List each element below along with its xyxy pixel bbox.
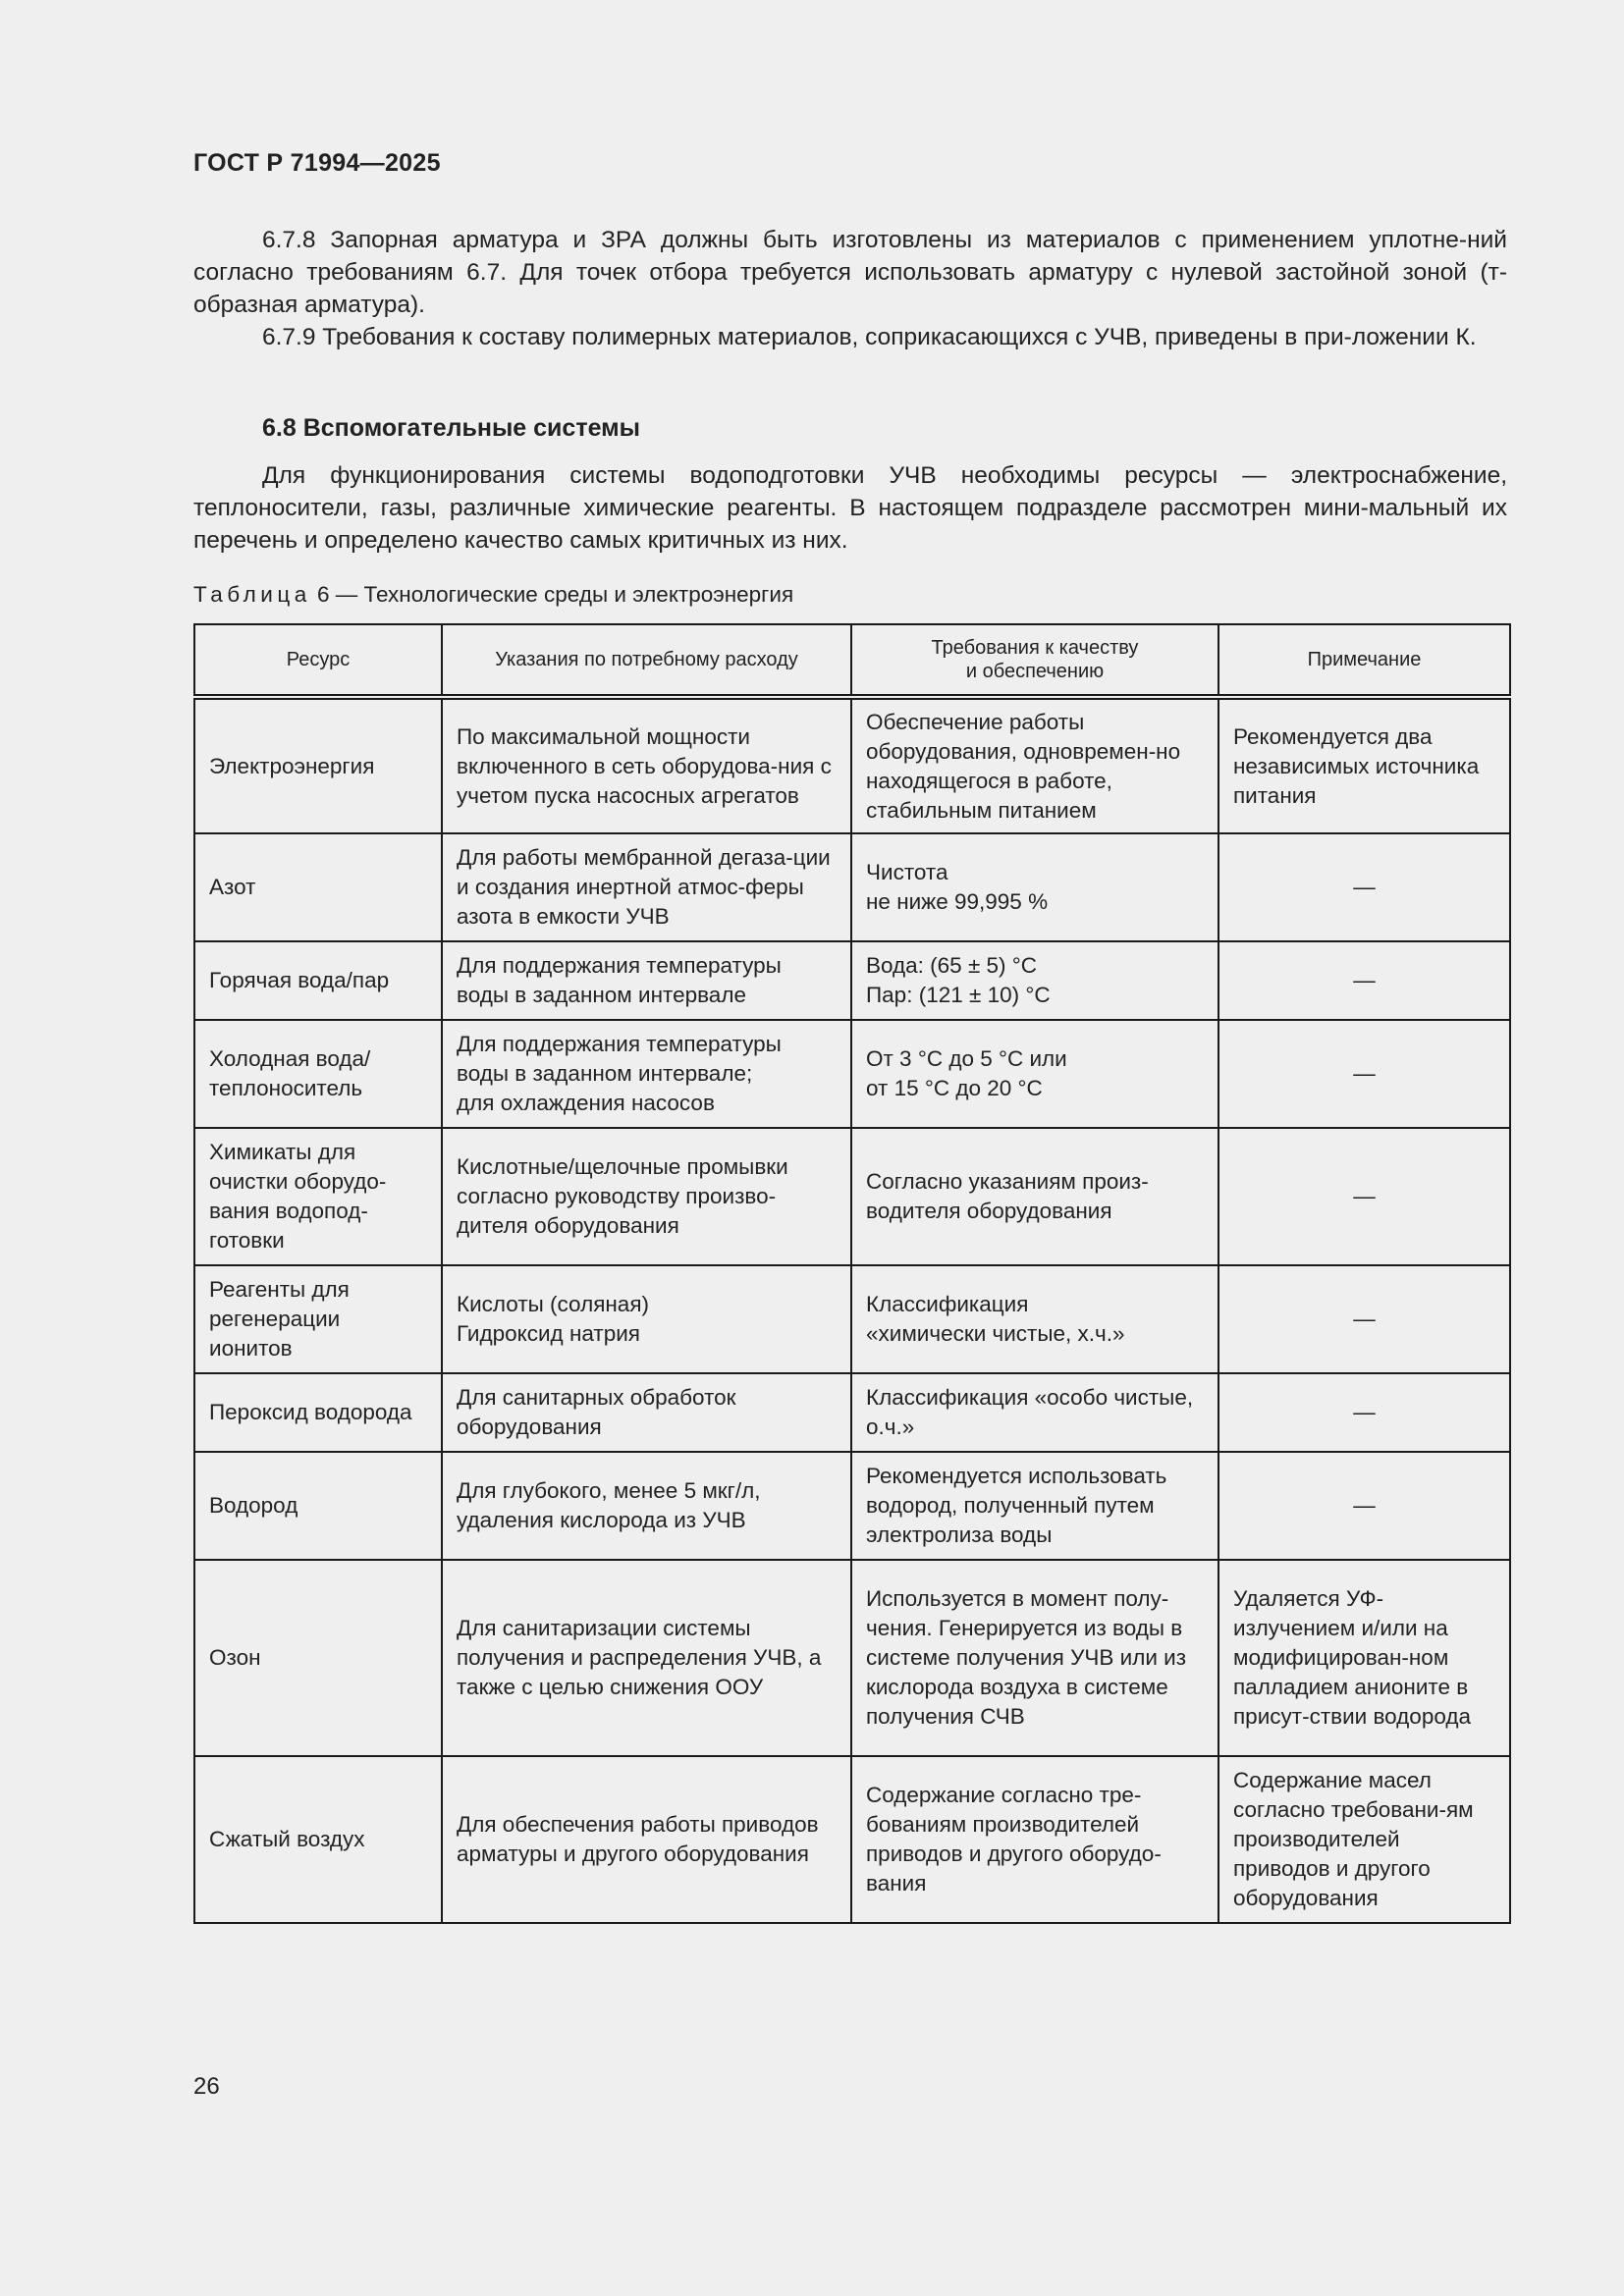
cell-resource: Химикаты для очистки оборудо-вания водопод-готовки [194,1128,442,1265]
cell-quality: Используется в момент полу-чения. Генерируется из воды в системе получения УЧВ или из кислорода воздуха в системе получения СЧВ [851,1560,1218,1756]
cell-consumption: Для поддержания температуры воды в заданном интервале [442,941,851,1020]
cell-quality: Вода: (65 ± 5) °C Пар: (121 ± 10) °C [851,941,1218,1020]
cell-resource: Электроэнергия [194,697,442,833]
header-quality-line-2: и обеспечению [965,661,1105,682]
cell-consumption: Для санитарных обработок оборудования [442,1373,851,1452]
table-row [194,833,1510,941]
cell-consumption: Кислоты (соляная) Гидроксид натрия [442,1265,851,1373]
cell-note: — [1218,1128,1510,1265]
table-row [194,1756,1510,1923]
cell-quality: Классификация «особо чистые, о.ч.» [851,1373,1218,1452]
cell-consumption: Для глубокого, менее 5 мкг/л, удаления кислорода из УЧВ [442,1452,851,1560]
cell-quality: Согласно указаниям произ-водителя оборудования [851,1128,1218,1265]
table-row [194,697,1510,833]
paragraph-6-7-8: 6.7.8 Запорная арматура и ЗРА должны быть изготовлены из материалов с применением уплотне-ний согласно требованиям 6.7. Для точек отбора требуется использовать арматуру с нулевой застойной зоной (т-образная арматура). [193,227,1507,318]
table-row [194,1265,1510,1373]
header-quality-line-1: Требования к качеству [931,637,1139,659]
header-consumption: Указания по потребному расходу [442,624,851,697]
cell-resource: Холодная вода/ теплоноситель [194,1020,442,1128]
paragraph-6-7-9: 6.7.9 Требования к составу полимерных материалов, соприкасающихся с УЧВ, приведены в при-ложении К. [262,324,1477,350]
cell-note: Удаляется УФ-излучением и/или на модифицирован-ном палладием анионите в присут-ствии водорода [1218,1560,1510,1756]
cell-note: Рекомендуется два независимых источника питания [1218,697,1510,833]
page-number: 26 [193,2073,220,2100]
cell-resource: Пероксид водорода [194,1373,442,1452]
table-header-row [194,624,1510,697]
cell-quality: Рекомендуется использовать водород, полученный путем электролиза воды [851,1452,1218,1560]
table-row [194,1452,1510,1560]
cell-note: — [1218,1452,1510,1560]
section-text [193,459,1507,557]
cell-resource: Водород [194,1452,442,1560]
header-resource: Ресурс [194,624,442,697]
cell-consumption: Для работы мембранной дегаза-ции и создания инертной атмос-феры азота в емкости УЧВ [442,833,851,941]
table-row [194,941,1510,1020]
document-id-header: ГОСТ Р 71994—2025 [193,149,441,177]
cell-note: — [1218,1020,1510,1128]
cell-consumption: Для поддержания температуры воды в заданном интервале; для охлаждения насосов [442,1020,851,1128]
cell-quality: От 3 °C до 5 °C или от 15 °C до 20 °C [851,1020,1218,1128]
cell-consumption: Кислотные/щелочные промывки согласно руководству произво-дителя оборудования [442,1128,851,1265]
cell-note: — [1218,1373,1510,1452]
table-caption-text: 6 — Технологические среды и электроэнергия [317,582,794,607]
cell-consumption: Для обеспечения работы приводов арматуры и другого оборудования [442,1756,851,1923]
resources-table [193,623,1511,1924]
intro-text [193,224,1507,353]
cell-note: — [1218,1265,1510,1373]
cell-resource: Азот [194,833,442,941]
cell-note: — [1218,833,1510,941]
cell-resource: Горячая вода/пар [194,941,442,1020]
table-caption-label: Таблица [193,582,311,607]
cell-quality: Чистота не ниже 99,995 % [851,833,1218,941]
cell-resource: Сжатый воздух [194,1756,442,1923]
table-caption [193,582,793,608]
cell-note: — [1218,941,1510,1020]
table-row [194,1128,1510,1265]
table-row [194,1560,1510,1756]
cell-resource: Озон [194,1560,442,1756]
cell-consumption: Для санитаризации системы получения и распределения УЧВ, а также с целью снижения ООУ [442,1560,851,1756]
section-paragraph: Для функционирования системы водоподготовки УЧВ необходимы ресурсы — электроснабжение, теплоносители, газы, различные химические реагенты. В настоящем подразделе рассмотрен мини-мальный их перечень и определено качество самых критичных из них. [193,462,1507,554]
cell-quality: Содержание согласно тре-бованиям производителей приводов и другого оборудо-вания [851,1756,1218,1923]
cell-quality: Обеспечение работы оборудования, одновремен-но находящегося в работе, стабильным питанием [851,697,1218,833]
cell-resource: Реагенты для регенерации ионитов [194,1265,442,1373]
section-heading: 6.8 Вспомогательные системы [262,414,640,442]
cell-note: Содержание масел согласно требовани-ям производителей приводов и другого оборудования [1218,1756,1510,1923]
table-row [194,1020,1510,1128]
cell-consumption: По максимальной мощности включенного в сеть оборудова-ния с учетом пуска насосных агрегатов [442,697,851,833]
table-row [194,1373,1510,1452]
header-note: Примечание [1218,624,1510,697]
cell-quality: Классификация «химически чистые, х.ч.» [851,1265,1218,1373]
header-quality [851,624,1218,697]
